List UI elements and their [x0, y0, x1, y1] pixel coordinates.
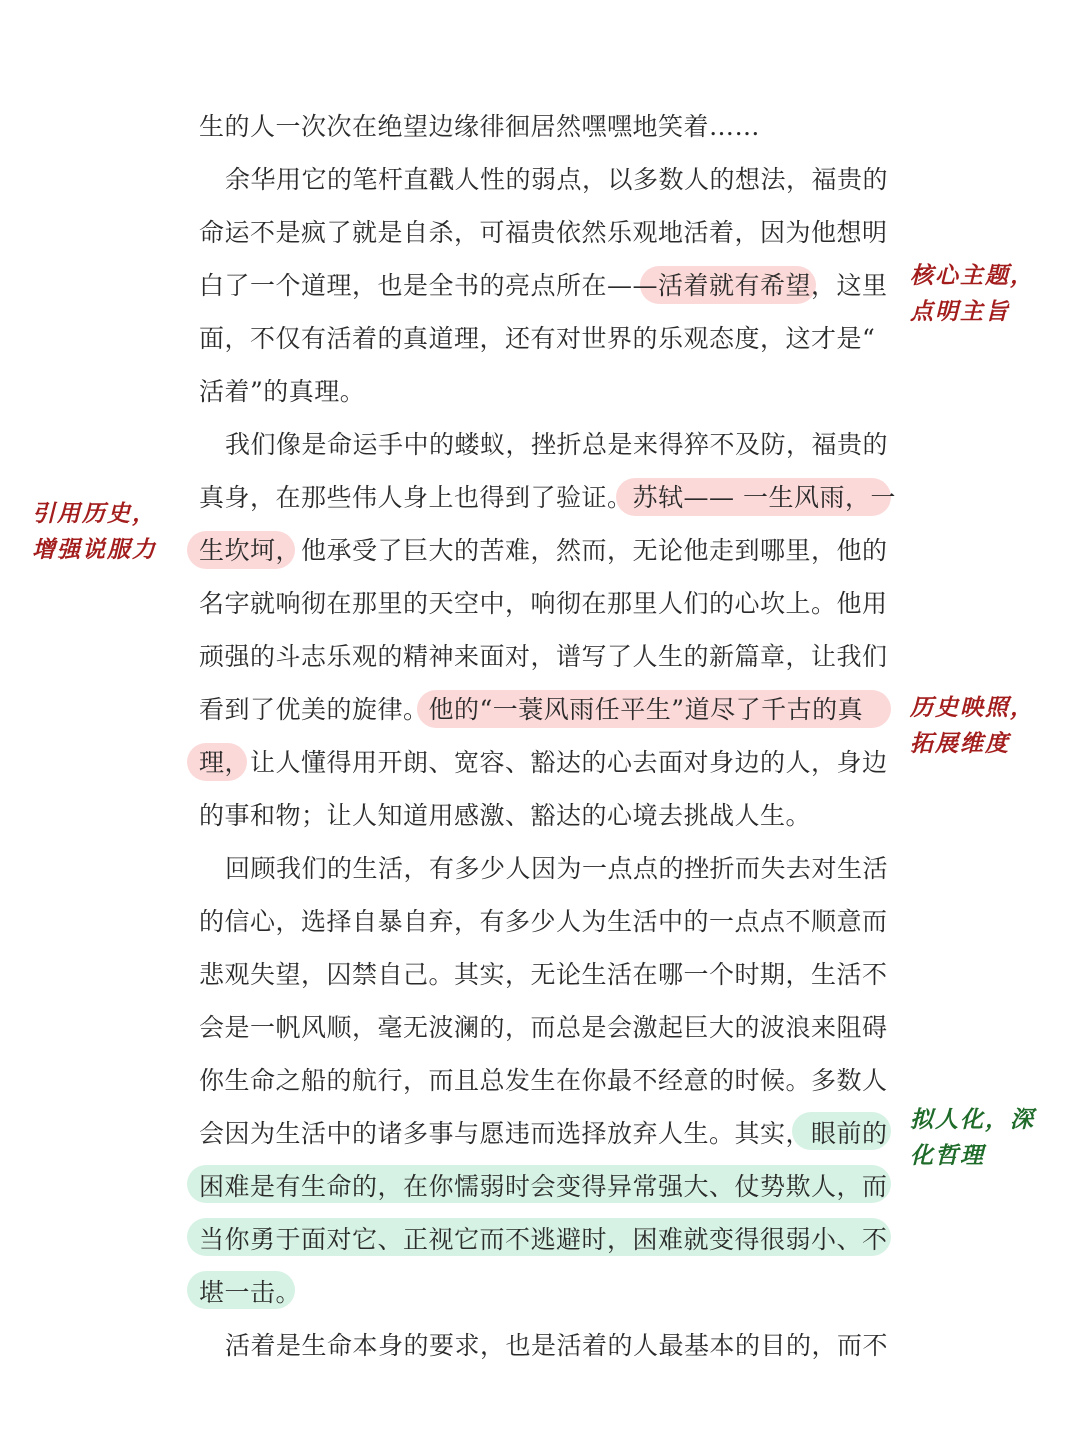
text-line: 回顾我们的生活，有多少人因为一点点的挫折而失去对生活 [225, 854, 889, 883]
annotation-line: 拟人化，深 [910, 1107, 1035, 1133]
text-line: 面，不仅有活着的真道理，还有对世界的乐观态度，这才是“ [199, 324, 876, 353]
annotation-line: 历史映照， [910, 695, 1035, 721]
text-line: 生的人一次次在绝望边缘徘徊居然嘿嘿地笑着…… [199, 112, 761, 141]
text-line: 会因为生活中的诸多事与愿违而选择放弃人生。其实，眼前的 [199, 1119, 888, 1148]
annotation-line: 拓展维度 [910, 731, 1010, 757]
text-line: 困难是有生命的，在你懦弱时会变得异常强大、仗势欺人，而 [199, 1172, 888, 1201]
text-line: 名字就响彻在那里的天空中，响彻在那里人们的心坎上。他用 [199, 589, 888, 618]
annotation-line: 化哲理 [910, 1143, 985, 1169]
text-line: 会是一帆风顺，毫无波澜的，而总是会激起巨大的波浪来阻碍 [199, 1013, 888, 1042]
annotation-line: 点明主旨 [910, 299, 1010, 325]
text-line: 的事和物；让人知道用感激、豁达的心境去挑战人生。 [199, 801, 812, 830]
annotation-line: 增强说服力 [32, 537, 157, 563]
text-line: 活着是生命本身的要求，也是活着的人最基本的目的，而不 [225, 1331, 889, 1360]
text-line: 余华用它的笔杆直戳人性的弱点，以多数人的想法，福贵的 [225, 165, 889, 194]
annotation-line: 核心主题， [910, 263, 1035, 289]
text-line: 堪一击。 [199, 1278, 302, 1307]
annotation-history-citation [32, 496, 157, 568]
annotation-core-theme [910, 258, 1035, 330]
text-line: 的信心，选择自暴自弃，有多少人为生活中的一点点不顺意而 [199, 907, 888, 936]
annotation-line: 引用历史， [32, 501, 157, 527]
text-line: 生坎坷，他承受了巨大的苦难，然而，无论他走到哪里，他的 [199, 536, 888, 565]
text-line: 当你勇于面对它、正视它而不逃避时，困难就变得很弱小、不 [199, 1225, 888, 1254]
text-line: 白了一个道理，也是全书的亮点所在——活着就有希望，这里 [199, 271, 888, 300]
text-line: 命运不是疯了就是自杀，可福贵依然乐观地活着，因为他想明 [199, 218, 888, 247]
text-line: 顽强的斗志乐观的精神来面对，谱写了人生的新篇章，让我们 [199, 642, 888, 671]
text-line: 活着”的真理。 [199, 377, 366, 406]
annotation-personification [910, 1102, 1035, 1174]
text-line: 悲观失望，囚禁自己。其实，无论生活在哪一个时期，生活不 [199, 960, 888, 989]
text-line: 你生命之船的航行，而且总发生在你最不经意的时候。多数人 [199, 1066, 888, 1095]
text-line: 看到了优美的旋律。他的“一蓑风雨任平生”道尽了千古的真 [199, 695, 864, 724]
text-line: 真身，在那些伟人身上也得到了验证。苏轼—— 一生风雨，一 [199, 483, 896, 512]
text-line: 理，让人懂得用开朗、宽容、豁达的心去面对身边的人，身边 [199, 748, 888, 777]
annotation-history-reflection [910, 690, 1035, 762]
text-line: 我们像是命运手中的蝼蚁，挫折总是来得猝不及防，福贵的 [225, 430, 889, 459]
